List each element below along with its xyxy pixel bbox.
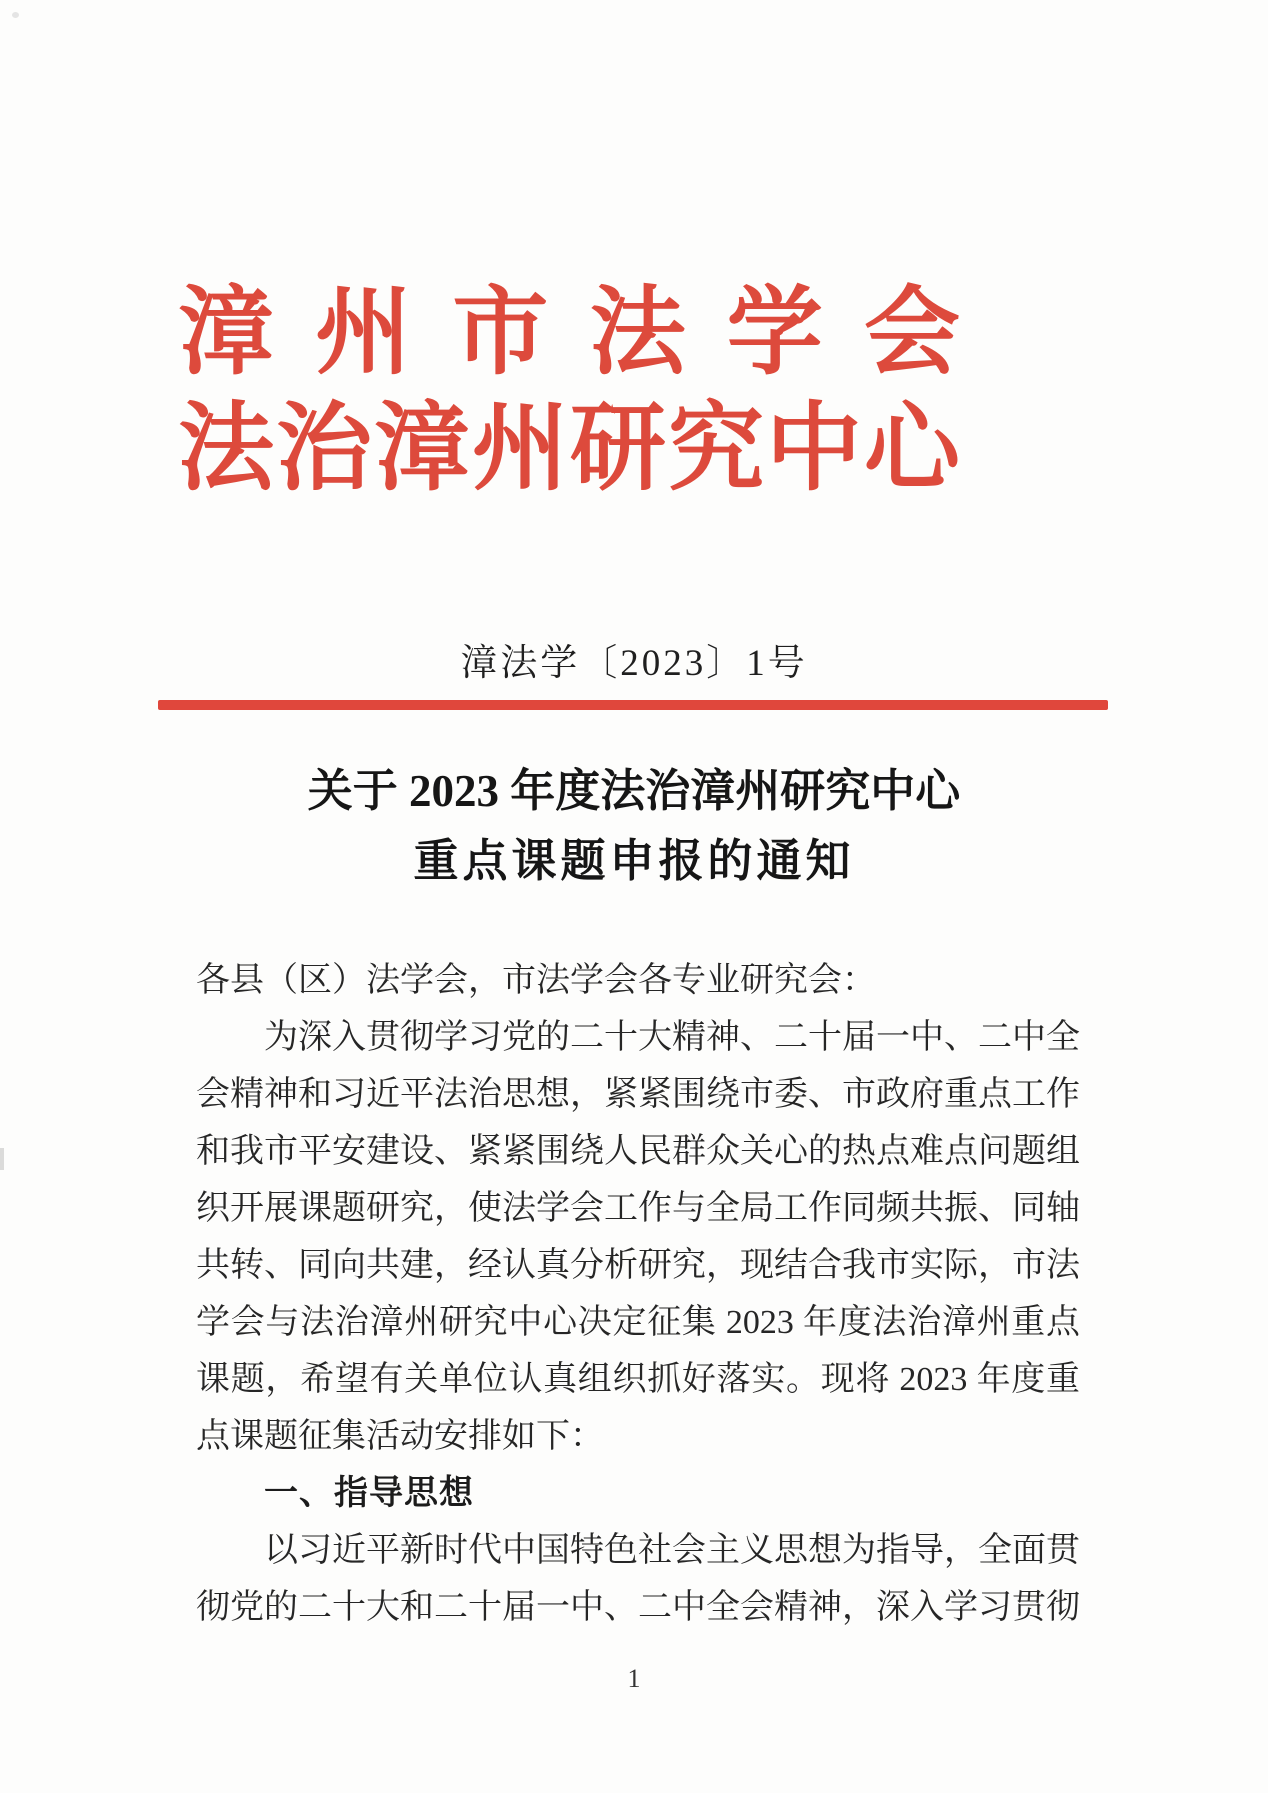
body-line: 织开展课题研究，使法学会工作与全局工作同频共振、同轴: [196, 1190, 1080, 1227]
page-number: 1: [627, 1664, 641, 1693]
section-heading: 一、指导思想: [264, 1474, 474, 1512]
letterhead: [178, 395, 960, 510]
body-line: 彻党的二十大和二十届一中、二中全会精神，深入学习贯彻: [196, 1589, 1080, 1626]
scan-speck: [12, 12, 19, 18]
body-line: 为深入贯彻学习党的二十大精神、二十届一中、二中全: [264, 1019, 1080, 1056]
body-line: 共转、同向共建，经认真分析研究，现结合我市实际，市法: [196, 1247, 1080, 1284]
body-line: 以习近平新时代中国特色社会主义思想为指导，全面贯: [264, 1532, 1080, 1569]
document-title: [0, 756, 1268, 896]
letterhead: [178, 279, 960, 394]
red-divider-line: [158, 700, 1108, 710]
body-line: 课题，希望有关单位认真组织抓好落实。现将 2023 年度重: [196, 1361, 1080, 1398]
body-line: 学会与法治漳州研究中心决定征集 2023 年度法治漳州重点: [196, 1304, 1080, 1341]
document-title-line1: 关于 2023 年度法治漳州研究中心: [307, 766, 961, 816]
letterhead-org-line1: 漳州市法学会: [178, 279, 960, 386]
document-number: 漳法学〔2023〕1号: [460, 643, 808, 684]
scan-edge-mark: [0, 1148, 4, 1170]
document-title-line2: 重点课题申报的通知: [413, 836, 855, 886]
body-text: [196, 952, 1080, 1636]
body-line: 和我市平安建设、紧紧围绕人民群众关心的热点难点问题组: [196, 1133, 1080, 1170]
letterhead-org-line2: 法治漳州研究中心: [178, 395, 960, 502]
body-line: 点课题征集活动安排如下：: [196, 1418, 604, 1455]
body-line: 会精神和习近平法治思想，紧紧围绕市委、市政府重点工作: [196, 1076, 1080, 1113]
body-line: 各县（区）法学会，市法学会各专业研究会：: [196, 962, 876, 999]
